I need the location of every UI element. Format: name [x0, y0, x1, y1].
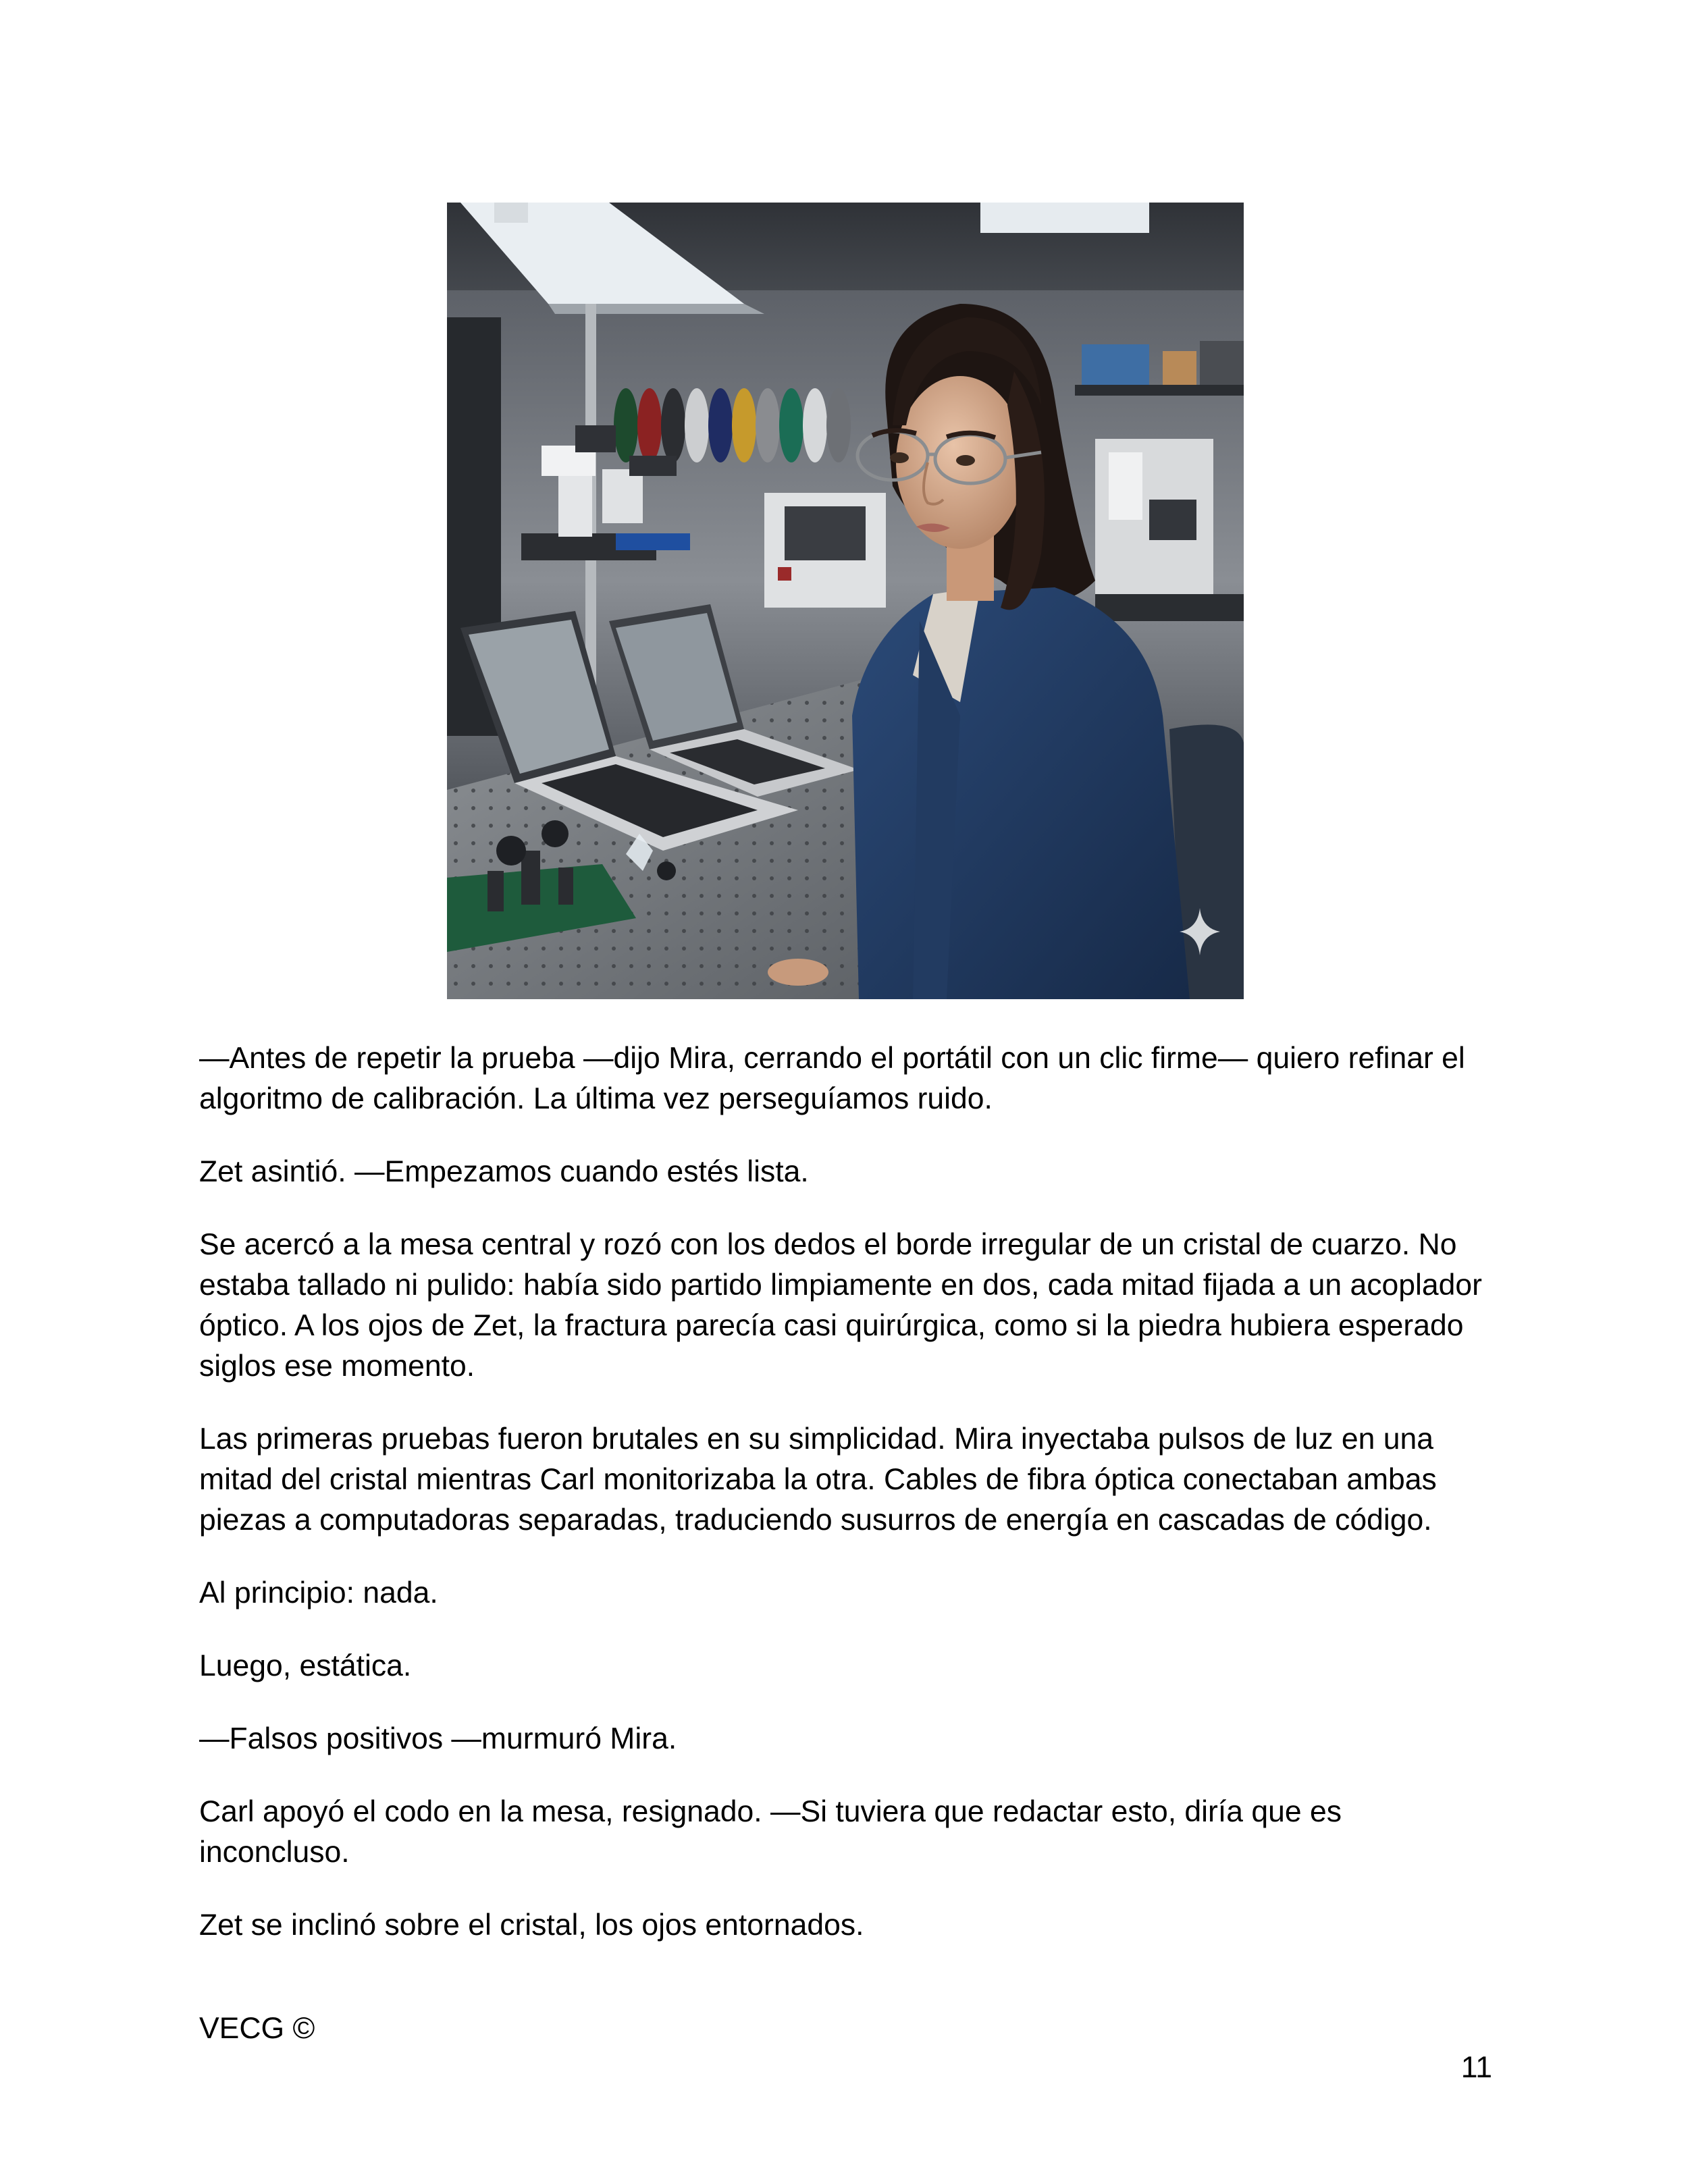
- paragraph: Luego, estática.: [199, 1649, 412, 1682]
- lab-scene: [447, 203, 1244, 999]
- paragraph: Zet asintió. —Empezamos cuando estés lista.: [199, 1155, 809, 1188]
- lab-illustration: [447, 203, 1244, 999]
- page-number: 11: [1460, 2051, 1492, 2084]
- story-text: [199, 1038, 1496, 1978]
- paragraph: —Falsos positivos —murmuró Mira.: [199, 1722, 677, 1755]
- paragraph: Zet se inclinó sobre el cristal, los ojos entornados.: [199, 1909, 864, 1942]
- paragraph: Carl apoyó el codo en la mesa, resignado. —Si tuviera que redactar esto, diría que es inconcluso.: [199, 1795, 1342, 1869]
- paragraph: Las primeras pruebas fueron brutales en su simplicidad. Mira inyectaba pulsos de luz en una mitad del cristal mientras Carl monitorizaba la otra. Cables de fibra óptica conectaban ambas piezas a computadoras separadas, traduciendo susurros de energía en cascadas de código.: [199, 1422, 1437, 1537]
- paragraph: —Antes de repetir la prueba —dijo Mira, cerrando el portátil con un clic firme— quiero refinar el algoritmo de calibración. La última vez perseguíamos ruido.: [199, 1042, 1465, 1115]
- paragraph: Se acercó a la mesa central y rozó con los dedos el borde irregular de un cristal de cuarzo. No estaba tallado ni pulido: había sido partido limpiamente en dos, cada mitad fijada a un acoplador óptico. A los ojos de Zet, la fractura parecía casi quirúrgica, como si la piedra hubiera esperado siglos ese momento.: [199, 1228, 1482, 1383]
- paragraph: Al principio: nada.: [199, 1576, 438, 1609]
- copyright-footer: VECG ©: [199, 2012, 315, 2045]
